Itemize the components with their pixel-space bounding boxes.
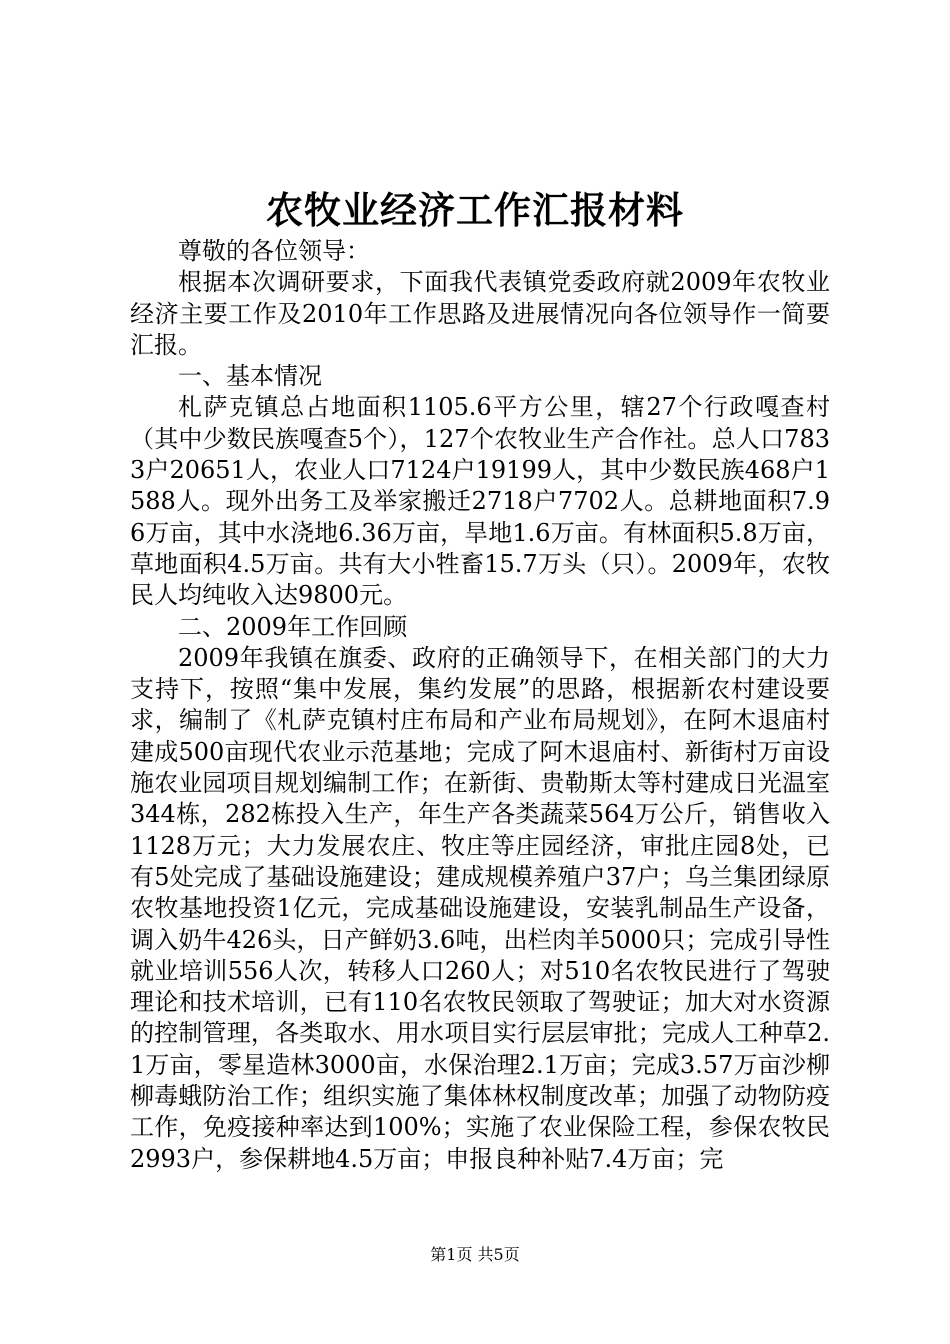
page-footer: 第1页 共5页 [430, 1245, 520, 1264]
document-title: 农牧业经济工作汇报材料 [266, 188, 684, 232]
document-body [130, 236, 830, 1175]
section-heading-2009-review: 二、2009年工作回顾 [178, 612, 408, 641]
salutation-paragraph: 尊敬的各位领导： [178, 237, 370, 265]
section-heading-basic-situation: 一、基本情况 [178, 362, 322, 391]
basic-situation-paragraph: 札萨克镇总占地面积1105.6平方公里，辖27个行政嘎查村（其中少数民族嘎查5个），127个农牧业生产合作社。总人口7833户20651人，农业人口7124户19199人，其中少数民族468户1588人。现外出务工及举家搬迁2718户7702人。总耕地面积7.96万亩，其中水浇地6.36万亩，旱地1.6万亩。有林面积5.8万亩，草地面积4.5万亩。共有大小牲畜15.7万头（只）。2009年，农牧民人均纯收入达9800元。 [130, 393, 830, 610]
intro-paragraph: 根据本次调研要求，下面我代表镇党委政府就2009年农牧业经济主要工作及2010年工作思路及进展情况向各位领导作一简要汇报。 [130, 268, 830, 359]
review-paragraph: 2009年我镇在旗委、政府的正确领导下，在相关部门的大力支持下，按照“集中发展，集约发展”的思路，根据新农村建设要求，编制了《札萨克镇村庄布局和产业布局规划》，在阿木退庙村建成500亩现代农业示范基地；完成了阿木退庙村、新街村万亩设施农业园项目规划编制工作；在新街、贵勒斯太等村建成日光温室344栋，282栋投入生产，年生产各类蔬菜564万公斤，销售收入1128万元；大力发展农庄、牧庄等庄园经济，审批庄园8处，已有5处完成了基础设施建设；建成规模养殖户37户；乌兰集团绿原农牧基地投资1亿元，完成基础设施建设，安装乳制品生产设备，调入奶牛426头，日产鲜奶3.6吨，出栏肉羊5000只；完成引导性就业培训556人次，转移人口260人；对510名农牧民进行了驾驶理论和技术培训，已有110名农牧民领取了驾驶证；加大对水资源的控制管理，各类取水、用水项目实行层层审批；完成人工种草2.1万亩，零星造林3000亩，水保治理2.1万亩；完成3.57万亩沙柳柳毒蛾防治工作；组织实施了集体林权制度改革；加强了动物防疫工作，免疫接种率达到100%；实施了农业保险工程，参保农牧民2993户，参保耕地4.5万亩；申报良种补贴7.4万亩；完 [130, 643, 830, 1173]
